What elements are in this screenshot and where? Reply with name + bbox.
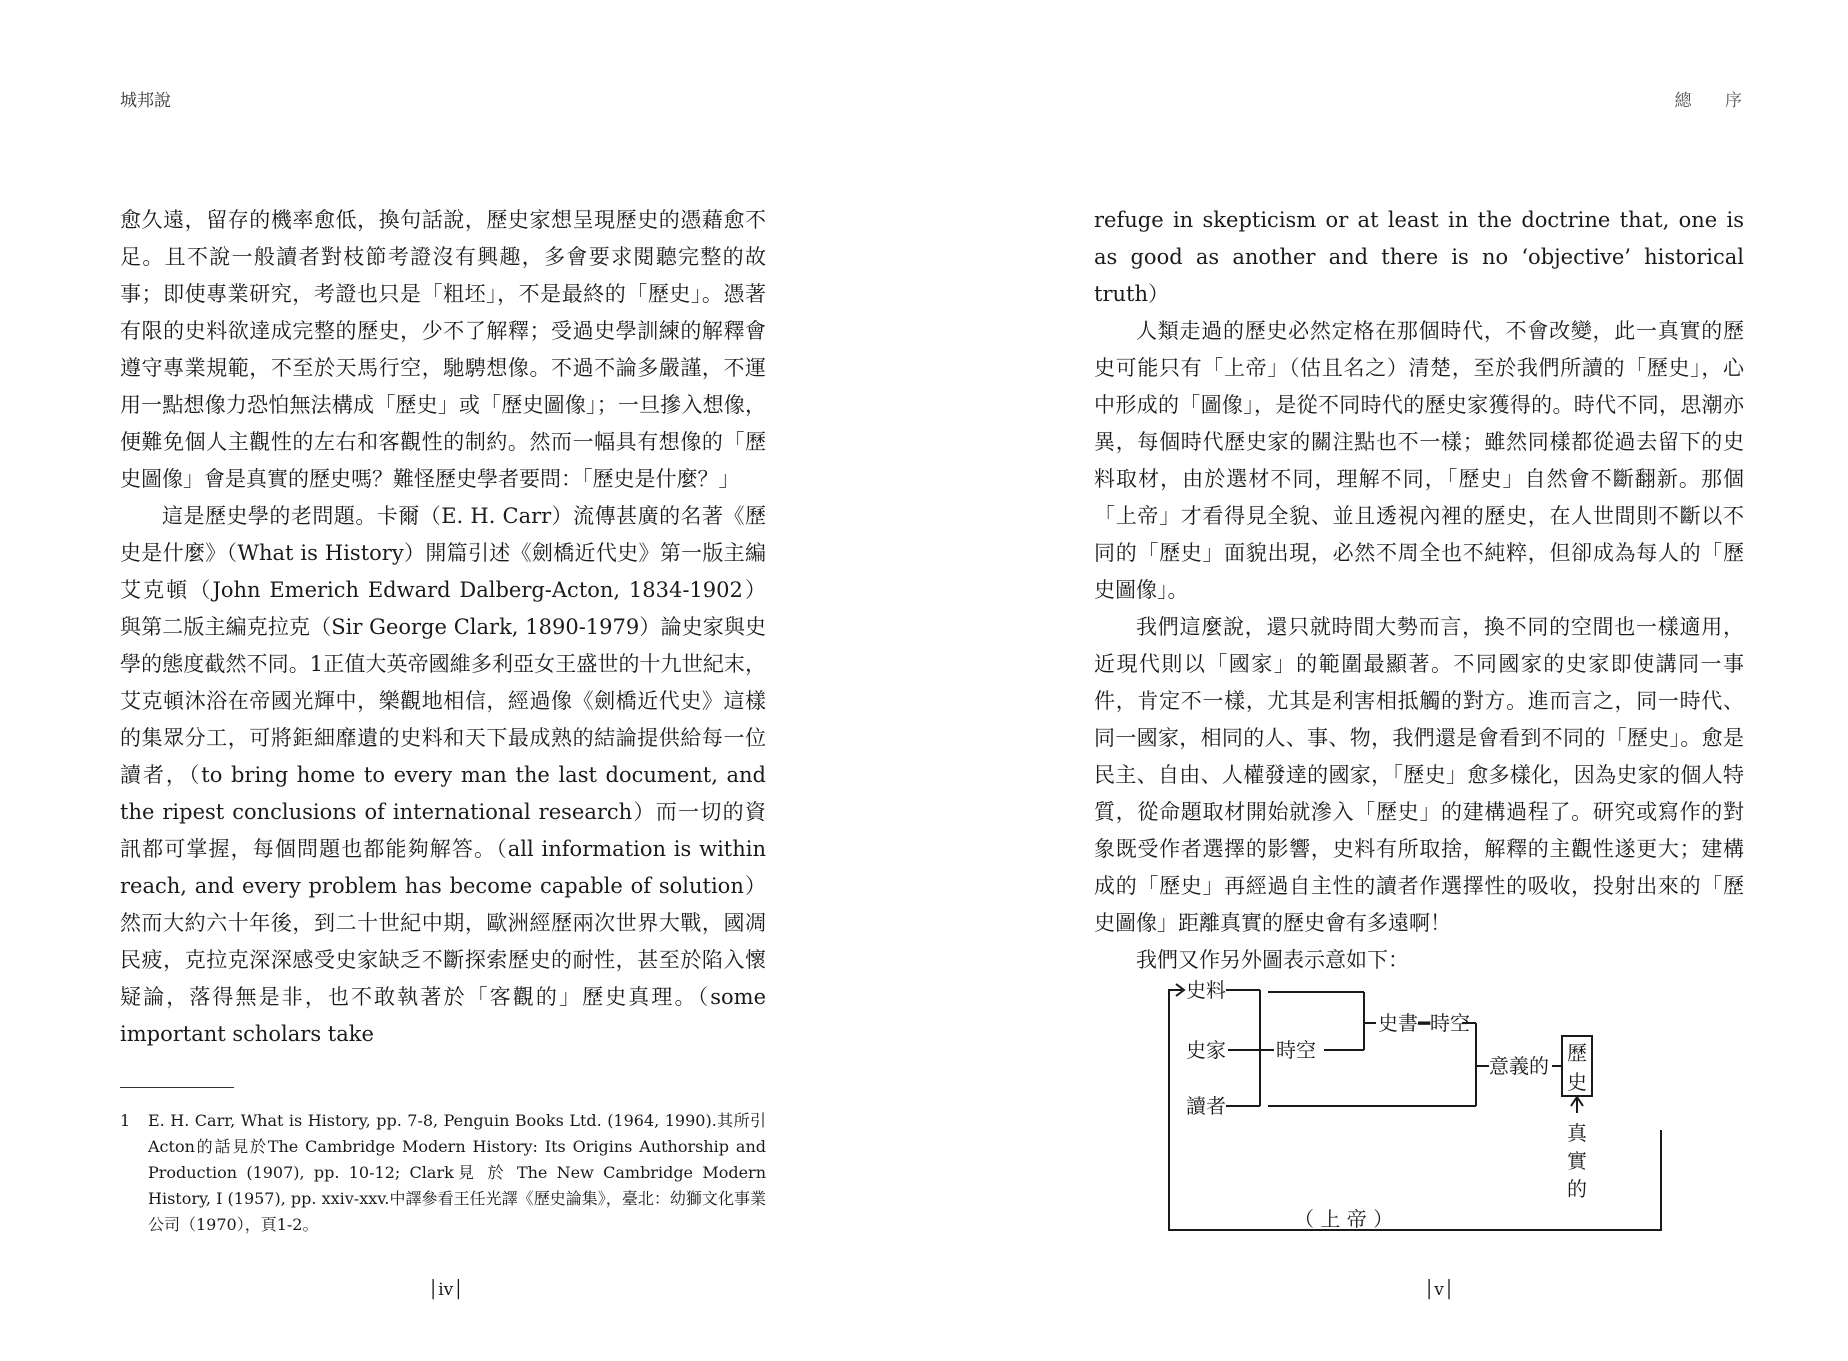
vert-zhen: 真 xyxy=(1567,1121,1587,1145)
vert-de: 的 xyxy=(1567,1177,1587,1201)
right-paragraph-4: 我們又作另外圖表示意如下： xyxy=(1136,948,1409,972)
node-shikong: 時空 xyxy=(1276,1038,1316,1062)
footnote-number: 1 xyxy=(120,1111,131,1130)
right-paragraph-1: refuge in skepticism or at least in the doctrine that, one is as good as another and there is no ‘objective’ historical truth） xyxy=(1094,208,1744,306)
running-head-right: 總 序 xyxy=(1674,91,1756,111)
footnote-divider xyxy=(120,1087,234,1088)
node-shishu: 史書━時空 xyxy=(1378,1011,1471,1035)
footnote-text: E. H. Carr, What is History, pp. 7-8, Penguin Books Ltd. (1964, 1990).其所引Acton的話見於The Cambridge Modern History: Its Origins Authorship and Production (1907), pp. 10-12; Clark見 於 The New Cambridge Modern History, I (1957), pp. xxiv-xxv.中譯參看王任光譯《歷史論集》，臺北：幼獅文化事業公司（1970），頁1-2。 xyxy=(148,1111,766,1234)
page-number-left: │iv│ xyxy=(428,1280,464,1300)
node-shijia: 史家 xyxy=(1186,1038,1226,1062)
footnote xyxy=(120,1108,766,1238)
left-paragraph-1: 愈久遠，留存的機率愈低，換句話說，歷史家想呈現歷史的憑藉愈不足。且不說一般讀者對枝節考證沒有興趣，多會要求閱聽完整的故事；即使專業研究，考證也只是「粗坯」，不是最終的「歷史」。憑著有限的史料欲達成完整的歷史，少不了解釋；受過史學訓練的解釋會遵守專業規範，不至於天馬行空，馳騁想像。不過不論多嚴謹，不運用一點想像力恐怕無法構成「歷史」或「歷史圖像」；一旦摻入想像，便難免個人主觀性的左右和客觀性的制約。然而一幅具有想像的「歷史圖像」會是真實的歷史嗎？難怪歷史學者要問：「歷史是什麼？」 xyxy=(120,208,766,491)
node-duzhe: 讀者 xyxy=(1186,1094,1226,1118)
left-body-text xyxy=(120,202,766,1053)
right-page xyxy=(924,0,1848,1361)
history-image-diagram xyxy=(1164,968,1684,1238)
bottom-label: （ 上 帝 ） xyxy=(1294,1207,1394,1231)
right-paragraph-2: 人類走過的歷史必然定格在那個時代，不會改變，此一真實的歷史可能只有「上帝」（估且名之）清楚，至於我們所讀的「歷史」，心中形成的「圖像」，是從不同時代的歷史家獲得的。時代不同，思潮亦異，每個時代歷史家的關注點也不一樣；雖然同樣都從過去留下的史料取材，由於選材不同，理解不同，「歷史」自然會不斷翻新。那個「上帝」才看得見全貌、並且透視內裡的歷史，在人世間則不斷以不同的「歷史」面貌出現，必然不周全也不純粹，但卻成為每人的「歷史圖像」。 xyxy=(1094,319,1744,602)
node-shiliao: 史料 xyxy=(1186,978,1226,1002)
node-yiyi: 意義的 xyxy=(1489,1054,1549,1078)
box-shi: 史 xyxy=(1567,1070,1587,1094)
running-head-left: 城邦說 xyxy=(120,91,171,111)
left-paragraph-2: 這是歷史學的老問題。卡爾（E. H. Carr）流傳甚廣的名著《歷史是什麼》（What is History）開篇引述《劍橋近代史》第一版主編艾克頓（John Emerich Edward Dalberg-Acton, 1834-1902）與第二版主編克拉克（Sir George Clark, 1890-1979）論史家與史學的態度截然不同。1正值大英帝國維多利亞女王盛世的十九世紀末，艾克頓沐浴在帝國光輝中，樂觀地相信，經過像《劍橋近代史》這樣的集眾分工，可將鉅細靡遺的史料和天下最成熟的結論提供給每一位讀者，（to bring home to every man the last document, and the ripest conclusions of international research）而一切的資訊都可掌握，每個問題也都能夠解答。（all information is within reach, and every problem has become capable of solution）然而大約六十年後，到二十世紀中期，歐洲經歷兩次世界大戰，國凋民疲，克拉克深深感受史家缺乏不斷探索歷史的耐性，甚至於陷入懷疑論，落得無是非，也不敢執著於「客觀的」歷史真理。（some important scholars take xyxy=(120,504,766,1046)
vert-shi: 實 xyxy=(1567,1149,1587,1173)
box-li: 歷 xyxy=(1567,1041,1587,1065)
page-number-right: │v│ xyxy=(1424,1280,1455,1300)
right-body-text xyxy=(1094,202,1744,979)
right-paragraph-3: 我們這麼說，還只就時間大勢而言，換不同的空間也一樣適用，近現代則以「國家」的範圍最顯著。不同國家的史家即使講同一事件，肯定不一樣，尤其是利害相抵觸的對方。進而言之，同一時代、同一國家，相同的人、事、物，我們還是會看到不同的「歷史」。愈是民主、自由、人權發達的國家，「歷史」愈多樣化，因為史家的個人特質，從命題取材開始就滲入「歷史」的建構過程了。研究或寫作的對象既受作者選擇的影響，史料有所取捨，解釋的主觀性遂更大；建構成的「歷史」再經過自主性的讀者作選擇性的吸收，投射出來的「歷史圖像」距離真實的歷史會有多遠啊！ xyxy=(1094,615,1744,935)
